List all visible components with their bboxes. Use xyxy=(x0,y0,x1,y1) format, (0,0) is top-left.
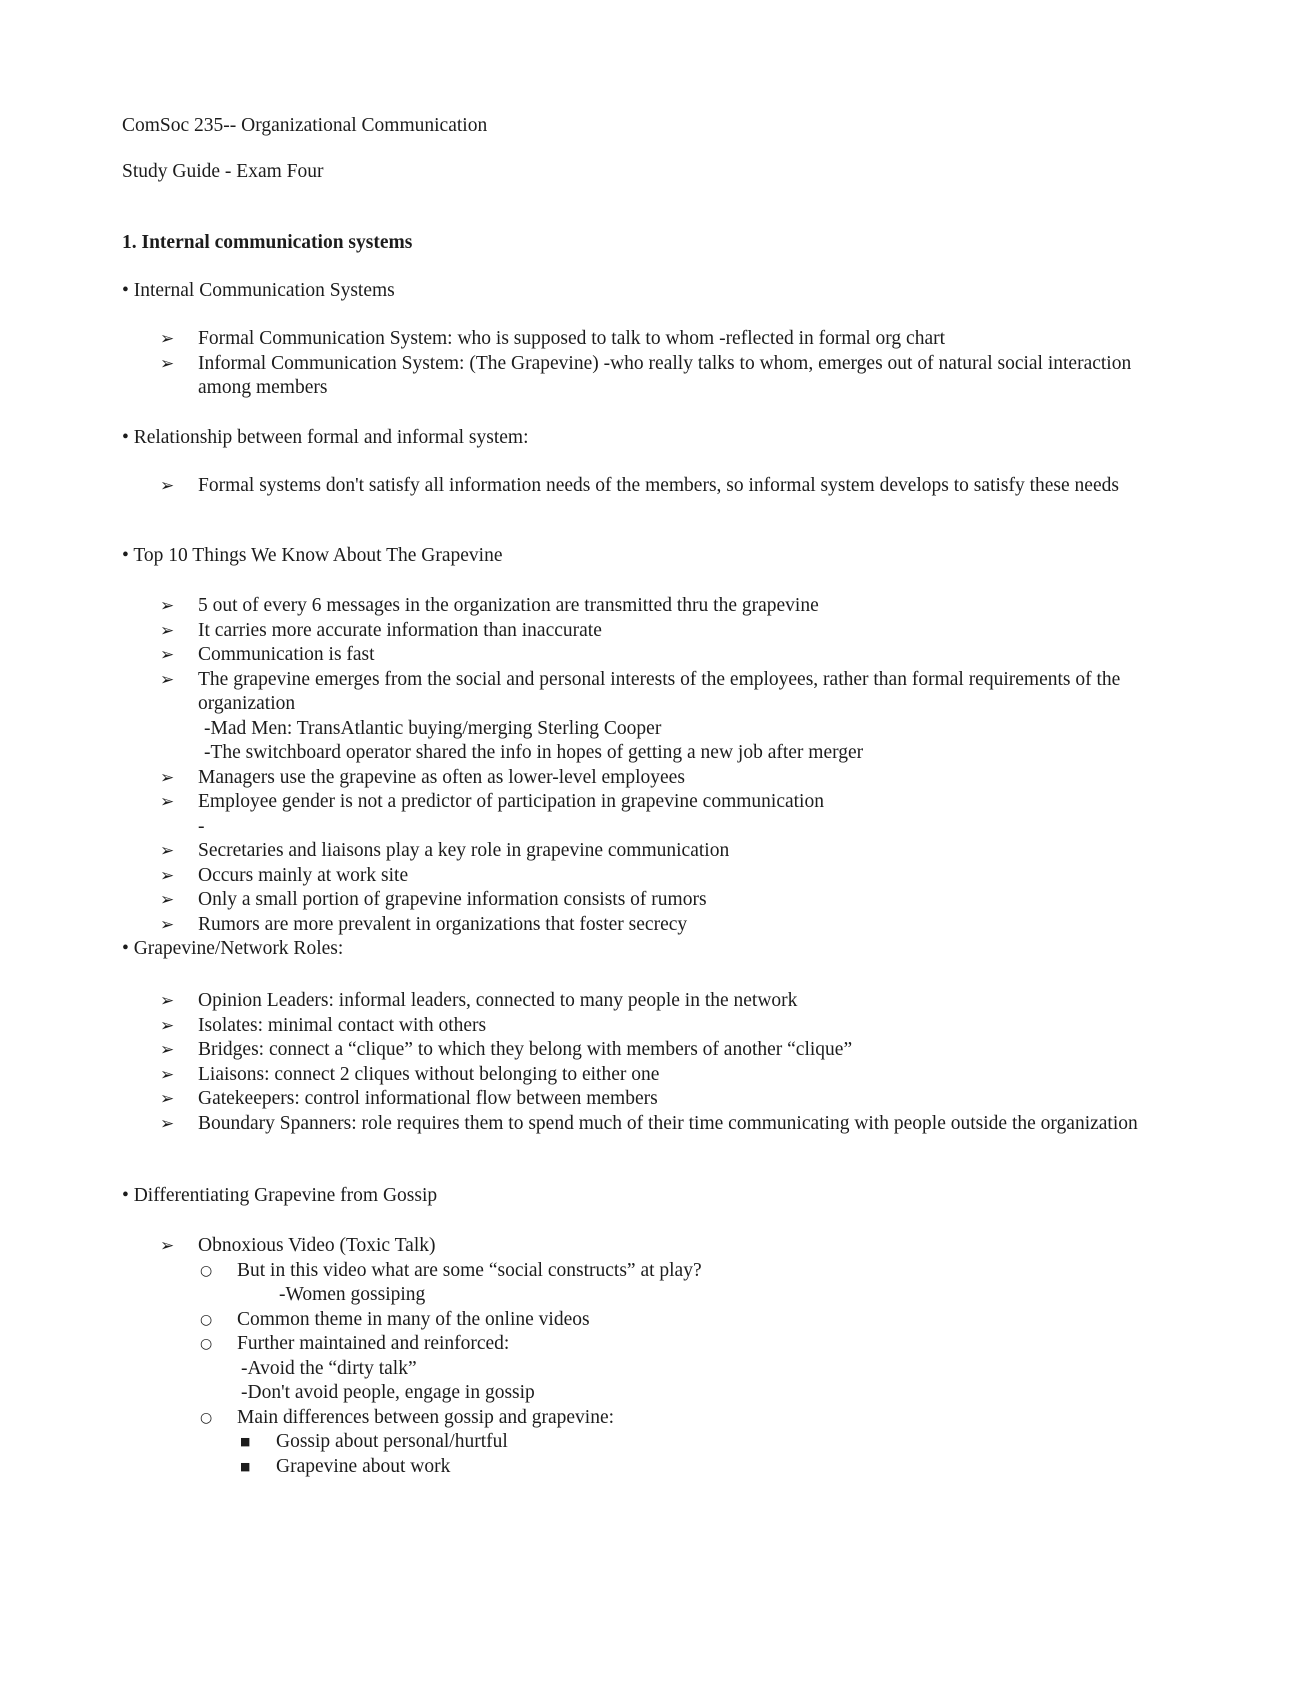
square-bullet-icon: ■ xyxy=(240,1435,251,1448)
square-bullet-icon: ■ xyxy=(240,1459,251,1473)
list-item: ➢ Rumors are more prevalent in organizations that foster secrecy xyxy=(0,913,1306,938)
bullet-relationship: • Relationship between formal and informal system: xyxy=(122,427,529,448)
gossip-list xyxy=(0,1234,1306,1479)
list-item: ➢ 5 out of every 6 messages in the organization are transmitted thru the grapevine xyxy=(0,594,1306,619)
arrow-bullet-icon: ➢ xyxy=(160,914,175,935)
arrow-bullet-icon: ➢ xyxy=(160,1040,175,1060)
note-line: -Women gossiping xyxy=(279,1284,426,1305)
circle-bullet-icon: ○ xyxy=(200,1336,213,1352)
arrow-bullet-icon: ➢ xyxy=(160,865,175,886)
sub-list-item: ○ But in this video what are some “social constructs” at play? xyxy=(0,1259,1306,1284)
list-item: ➢ Informal Communication System: (The Grapevine) -who really talks to whom, emerges out of natural social interaction among members xyxy=(160,352,1132,398)
list-item: ➢ Employee gender is not a predictor of participation in grapevine communication xyxy=(0,790,1306,815)
note-line: -Avoid the “dirty talk” xyxy=(241,1357,417,1379)
arrow-bullet-icon: ➢ xyxy=(160,353,175,374)
list-item: ➢ The grapevine emerges from the social and personal interests of the employees, rather than formal requirements of the organization xyxy=(160,668,1121,714)
arrow-bullet-icon: ➢ xyxy=(160,1113,175,1134)
list-item: ➢ Obnoxious Video (Toxic Talk) xyxy=(0,1234,1306,1259)
list-item: ➢ Bridges: connect a “clique” to which they belong with members of another “clique” xyxy=(0,1038,1306,1063)
sub-sub-list-item: ■ Grapevine about work xyxy=(0,1455,1306,1480)
internal-systems-list xyxy=(0,327,1306,401)
bullet-internal-systems: • Internal Communication Systems xyxy=(122,280,395,301)
sub-list-item: ○ Further maintained and reinforced: xyxy=(0,1332,1306,1357)
network-roles-list xyxy=(0,989,1306,1136)
list-item: ➢ Isolates: minimal contact with others xyxy=(0,1014,1306,1039)
sub-list-item: ○ Main differences between gossip and grapevine: xyxy=(0,1406,1306,1431)
circle-bullet-icon: ○ xyxy=(200,1311,213,1328)
list-item: ➢ Communication is fast xyxy=(0,643,1306,668)
list-item: ➢ Formal Communication System: who is supposed to talk to whom -reflected in formal org chart xyxy=(0,327,1306,352)
note-line: -Mad Men: TransAtlantic buying/merging Sterling Cooper xyxy=(204,717,662,739)
note-line: -Don't avoid people, engage in gossip xyxy=(241,1382,535,1403)
relationship-list xyxy=(0,474,1306,499)
list-item: ➢ Liaisons: connect 2 cliques without belonging to either one xyxy=(0,1063,1306,1088)
document-subtitle: Study Guide - Exam Four xyxy=(122,161,324,182)
arrow-bullet-icon: ➢ xyxy=(160,669,175,690)
bullet-grapevine-vs-gossip: • Differentiating Grapevine from Gossip xyxy=(122,1185,438,1206)
arrow-bullet-icon: ➢ xyxy=(160,1236,175,1256)
arrow-bullet-icon: ➢ xyxy=(160,890,175,910)
arrow-bullet-icon: ➢ xyxy=(160,620,175,641)
list-item: ➢ Managers use the grapevine as often as lower-level employees xyxy=(0,766,1306,791)
list-item: ➢ It carries more accurate information than inaccurate xyxy=(0,619,1306,644)
arrow-bullet-icon: ➢ xyxy=(160,645,175,665)
arrow-bullet-icon: ➢ xyxy=(160,991,175,1011)
top10-list xyxy=(0,594,1306,937)
arrow-bullet-icon: ➢ xyxy=(160,767,175,788)
note-line: -The switchboard operator shared the info in hopes of getting a new job after merger xyxy=(204,742,864,763)
course-title: ComSoc 235-- Organizational Communication xyxy=(122,115,488,136)
arrow-bullet-icon: ➢ xyxy=(160,792,175,812)
bullet-network-roles: • Grapevine/Network Roles: xyxy=(122,938,344,959)
arrow-bullet-icon: ➢ xyxy=(160,841,175,861)
dash-line: - xyxy=(198,815,205,837)
list-item: ➢ Boundary Spanners: role requires them to spend much of their time communicating with people outside the organization xyxy=(0,1112,1306,1137)
list-item: ➢ Opinion Leaders: informal leaders, connected to many people in the network xyxy=(0,989,1306,1014)
arrow-bullet-icon: ➢ xyxy=(160,476,175,496)
circle-bullet-icon: ○ xyxy=(200,1409,213,1426)
arrow-bullet-icon: ➢ xyxy=(160,1064,175,1085)
sub-list-item: ○ Common theme in many of the online videos xyxy=(0,1308,1306,1333)
list-item: ➢ Occurs mainly at work site xyxy=(0,864,1306,889)
arrow-bullet-icon: ➢ xyxy=(160,1089,175,1109)
circle-bullet-icon: ○ xyxy=(200,1262,213,1279)
bullet-top10: • Top 10 Things We Know About The Grapevine xyxy=(122,545,503,566)
list-item: ➢ Gatekeepers: control informational flow between members xyxy=(0,1087,1306,1112)
arrow-bullet-icon: ➢ xyxy=(160,329,175,349)
arrow-bullet-icon: ➢ xyxy=(160,596,175,616)
list-item: ➢ Only a small portion of grapevine information consists of rumors xyxy=(0,888,1306,913)
list-item: ➢ Formal systems don't satisfy all information needs of the members, so informal system develops to satisfy these needs xyxy=(0,474,1306,499)
section-heading: 1. Internal communication systems xyxy=(122,232,413,253)
sub-sub-list-item: ■ Gossip about personal/hurtful xyxy=(0,1430,1306,1455)
arrow-bullet-icon: ➢ xyxy=(160,1015,175,1036)
list-item: ➢ Secretaries and liaisons play a key role in grapevine communication xyxy=(0,839,1306,864)
